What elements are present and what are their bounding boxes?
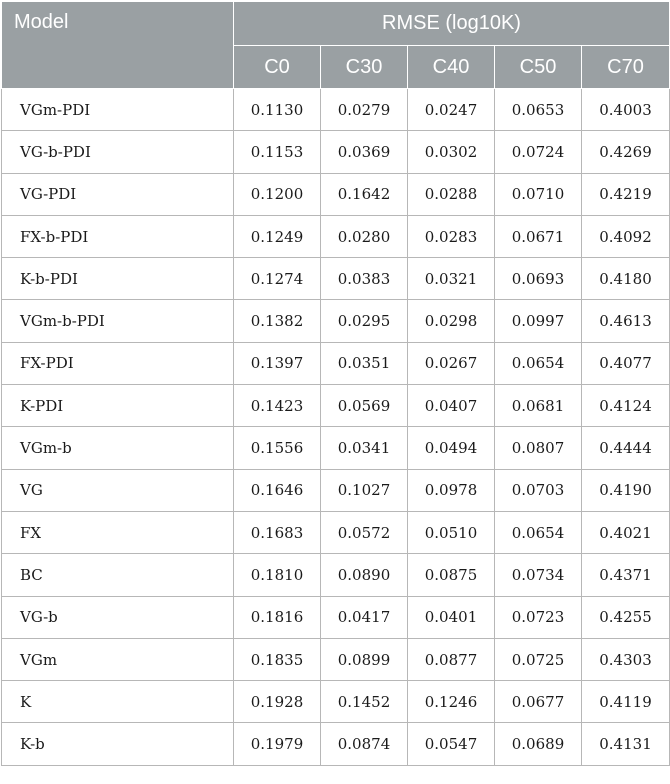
rmse-cell-c0: 0.1556 [234, 427, 321, 469]
rmse-cell-c40: 0.0510 [408, 511, 495, 553]
rmse-cell-c0: 0.1382 [234, 300, 321, 342]
model-name-cell: VG-b [2, 596, 234, 638]
model-name-cell: K-PDI [2, 385, 234, 427]
rmse-cell-c50: 0.0997 [495, 300, 582, 342]
rmse-cell-c30: 0.0417 [321, 596, 408, 638]
rmse-cell-c70: 0.4003 [582, 89, 670, 131]
rmse-cell-c70: 0.4077 [582, 342, 670, 384]
rmse-cell-c40: 0.0547 [408, 723, 495, 765]
rmse-cell-c30: 0.0279 [321, 89, 408, 131]
table-row [2, 89, 670, 131]
model-name-cell: VG-b-PDI [2, 131, 234, 173]
rmse-cell-c0: 0.1835 [234, 638, 321, 680]
model-name-cell: VG [2, 469, 234, 511]
rmse-cell-c30: 0.0569 [321, 385, 408, 427]
model-name-cell: FX [2, 511, 234, 553]
rmse-cell-c40: 0.0267 [408, 342, 495, 384]
rmse-cell-c50: 0.0723 [495, 596, 582, 638]
rmse-cell-c50: 0.0724 [495, 131, 582, 173]
rmse-cell-c50: 0.0671 [495, 215, 582, 257]
model-name-cell: FX-b-PDI [2, 215, 234, 257]
rmse-cell-c70: 0.4021 [582, 511, 670, 553]
rmse-cell-c30: 0.1642 [321, 173, 408, 215]
rmse-cell-c0: 0.1153 [234, 131, 321, 173]
model-name-cell: VG-PDI [2, 173, 234, 215]
model-name-cell: K [2, 681, 234, 723]
rmse-cell-c40: 0.0875 [408, 554, 495, 596]
rmse-cell-c40: 0.0407 [408, 385, 495, 427]
rmse-cell-c70: 0.4269 [582, 131, 670, 173]
rmse-cell-c40: 0.0978 [408, 469, 495, 511]
rmse-cell-c40: 0.0298 [408, 300, 495, 342]
column-header-c0: C0 [234, 46, 321, 89]
rmse-cell-c50: 0.0725 [495, 638, 582, 680]
rmse-cell-c50: 0.0693 [495, 258, 582, 300]
rmse-cell-c30: 0.0899 [321, 638, 408, 680]
rmse-cell-c0: 0.1683 [234, 511, 321, 553]
rmse-cell-c70: 0.4124 [582, 385, 670, 427]
column-header-c50: C50 [495, 46, 582, 89]
rmse-cell-c0: 0.1816 [234, 596, 321, 638]
rmse-cell-c50: 0.0654 [495, 342, 582, 384]
model-name-cell: K-b-PDI [2, 258, 234, 300]
header-row-top [2, 2, 670, 46]
rmse-cell-c70: 0.4180 [582, 258, 670, 300]
rmse-cell-c70: 0.4219 [582, 173, 670, 215]
table-row [2, 173, 670, 215]
table-row [2, 554, 670, 596]
model-name-cell: VGm-b [2, 427, 234, 469]
table-row [2, 215, 670, 257]
table-row [2, 638, 670, 680]
model-column-header: Model [2, 2, 234, 89]
model-name-cell: FX-PDI [2, 342, 234, 384]
rmse-cell-c70: 0.4131 [582, 723, 670, 765]
rmse-cell-c70: 0.4190 [582, 469, 670, 511]
rmse-cell-c70: 0.4255 [582, 596, 670, 638]
rmse-cell-c50: 0.0734 [495, 554, 582, 596]
rmse-cell-c30: 0.1452 [321, 681, 408, 723]
table-row [2, 511, 670, 553]
rmse-cell-c50: 0.0710 [495, 173, 582, 215]
table-row [2, 681, 670, 723]
rmse-cell-c30: 0.0572 [321, 511, 408, 553]
rmse-cell-c40: 0.0321 [408, 258, 495, 300]
rmse-cell-c0: 0.1423 [234, 385, 321, 427]
rmse-cell-c40: 0.0877 [408, 638, 495, 680]
rmse-cell-c70: 0.4092 [582, 215, 670, 257]
rmse-group-header: RMSE (log10K) [234, 2, 670, 46]
rmse-cell-c0: 0.1130 [234, 89, 321, 131]
table-row [2, 596, 670, 638]
rmse-cell-c30: 0.0874 [321, 723, 408, 765]
table-row [2, 723, 670, 765]
rmse-cell-c0: 0.1397 [234, 342, 321, 384]
table-row [2, 131, 670, 173]
rmse-cell-c40: 0.0401 [408, 596, 495, 638]
rmse-cell-c0: 0.1646 [234, 469, 321, 511]
rmse-cell-c50: 0.0703 [495, 469, 582, 511]
rmse-cell-c30: 0.0295 [321, 300, 408, 342]
table-body [2, 89, 670, 766]
rmse-cell-c30: 0.1027 [321, 469, 408, 511]
rmse-cell-c50: 0.0677 [495, 681, 582, 723]
rmse-cell-c70: 0.4444 [582, 427, 670, 469]
rmse-cell-c0: 0.1249 [234, 215, 321, 257]
rmse-cell-c40: 0.0494 [408, 427, 495, 469]
model-name-cell: VGm [2, 638, 234, 680]
rmse-cell-c40: 0.0247 [408, 89, 495, 131]
rmse-cell-c40: 0.1246 [408, 681, 495, 723]
table-row [2, 258, 670, 300]
rmse-cell-c30: 0.0890 [321, 554, 408, 596]
rmse-cell-c70: 0.4303 [582, 638, 670, 680]
rmse-cell-c0: 0.1979 [234, 723, 321, 765]
table-header [2, 2, 670, 89]
rmse-cell-c50: 0.0653 [495, 89, 582, 131]
rmse-cell-c0: 0.1200 [234, 173, 321, 215]
column-header-c40: C40 [408, 46, 495, 89]
rmse-cell-c30: 0.0351 [321, 342, 408, 384]
rmse-cell-c40: 0.0283 [408, 215, 495, 257]
rmse-cell-c0: 0.1274 [234, 258, 321, 300]
table-row [2, 342, 670, 384]
rmse-cell-c30: 0.0341 [321, 427, 408, 469]
model-name-cell: K-b [2, 723, 234, 765]
rmse-cell-c30: 0.0383 [321, 258, 408, 300]
rmse-cell-c0: 0.1928 [234, 681, 321, 723]
rmse-cell-c50: 0.0654 [495, 511, 582, 553]
rmse-cell-c70: 0.4613 [582, 300, 670, 342]
rmse-table [1, 1, 670, 766]
rmse-cell-c40: 0.0302 [408, 131, 495, 173]
rmse-cell-c50: 0.0681 [495, 385, 582, 427]
rmse-cell-c30: 0.0369 [321, 131, 408, 173]
rmse-cell-c70: 0.4371 [582, 554, 670, 596]
model-name-cell: BC [2, 554, 234, 596]
table-row [2, 427, 670, 469]
column-header-c70: C70 [582, 46, 670, 89]
rmse-cell-c50: 0.0689 [495, 723, 582, 765]
table-row [2, 300, 670, 342]
rmse-cell-c40: 0.0288 [408, 173, 495, 215]
rmse-cell-c0: 0.1810 [234, 554, 321, 596]
rmse-cell-c30: 0.0280 [321, 215, 408, 257]
rmse-cell-c70: 0.4119 [582, 681, 670, 723]
table-row [2, 469, 670, 511]
model-name-cell: VGm-PDI [2, 89, 234, 131]
table-row [2, 385, 670, 427]
column-header-c30: C30 [321, 46, 408, 89]
model-name-cell: VGm-b-PDI [2, 300, 234, 342]
rmse-cell-c50: 0.0807 [495, 427, 582, 469]
